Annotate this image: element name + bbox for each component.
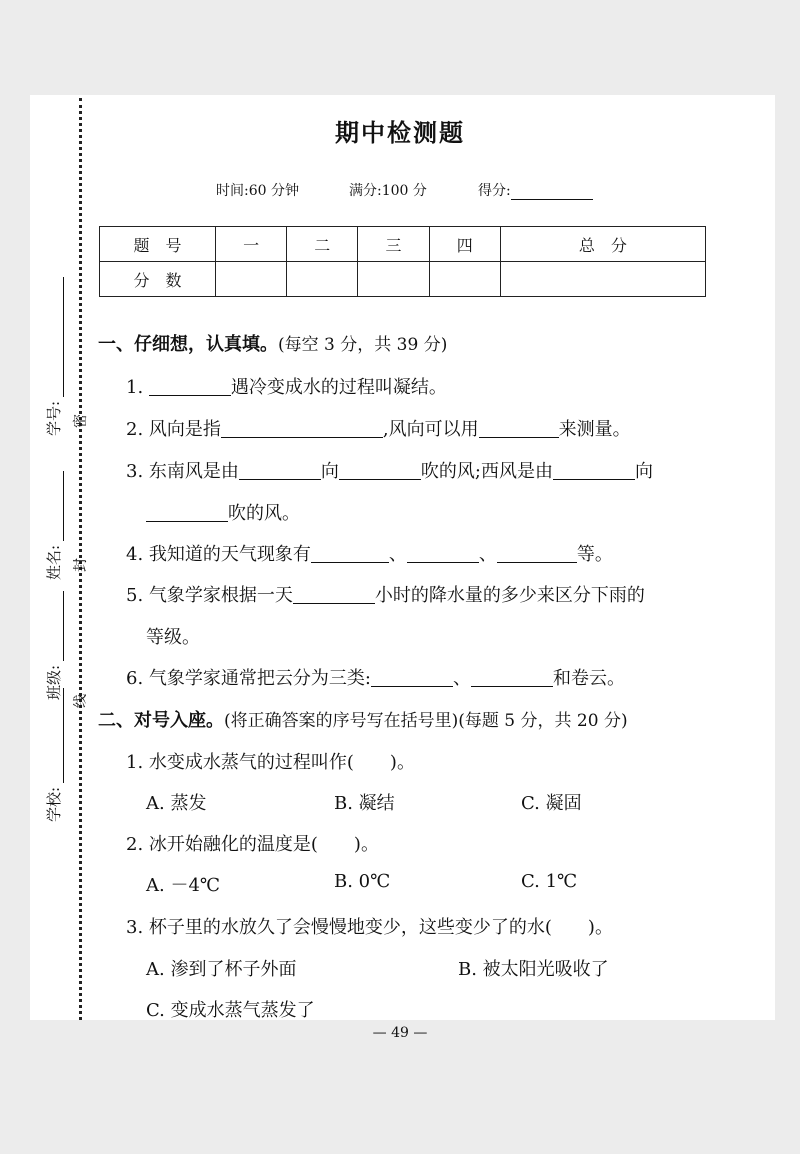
- name-field: 姓名:: [43, 471, 64, 580]
- score-cell: [358, 262, 429, 297]
- seal-feng: 封: [73, 558, 89, 572]
- full-score: 满分:100 分: [349, 183, 427, 199]
- row-label-cell: 分 数: [100, 262, 216, 297]
- score-field: 得分:: [478, 180, 593, 200]
- header-cell: 题 号: [100, 227, 216, 262]
- page-title: 期中检测题: [335, 119, 465, 147]
- student-number-field: 学号:: [43, 277, 64, 436]
- mc-3-option-b: B. 被太阳光吸收了: [458, 959, 609, 980]
- class-field: 班级:: [43, 591, 64, 700]
- school-field: 学校:: [43, 688, 64, 822]
- question-3: 3. 东南风是由 向 吹的风;西风是由 向: [126, 461, 653, 482]
- score-table-score-row: [100, 262, 706, 297]
- mc-1-option-b: B. 凝结: [334, 793, 395, 814]
- mc-1-option-c: C. 凝固: [521, 793, 582, 814]
- mc-2-option-c: C. 1℃: [521, 871, 578, 892]
- mc-question-2: 2. 冰开始融化的温度是( )。: [126, 834, 379, 855]
- page-number: — 49 —: [372, 1025, 428, 1041]
- mc-3-option-c: C. 变成水蒸气蒸发了: [146, 1000, 315, 1021]
- score-cell: [287, 262, 358, 297]
- header-cell: 二: [287, 227, 358, 262]
- score-cell: [429, 262, 500, 297]
- score-cell: [500, 262, 705, 297]
- question-1: 1. 遇冷变成水的过程叫凝结。: [126, 377, 447, 398]
- question-6: 6. 气象学家通常把云分为三类: 、 和卷云。: [126, 668, 625, 689]
- question-2: 2. 风向是指 ,风向可以用 来测量。: [126, 419, 631, 440]
- header-cell: 总 分: [500, 227, 705, 262]
- score-cell: [216, 262, 287, 297]
- mc-3-option-a: A. 渗到了杯子外面: [146, 959, 297, 980]
- score-table-header-row: [100, 227, 706, 262]
- header-cell: 三: [358, 227, 429, 262]
- mc-question-3: 3. 杯子里的水放久了会慢慢地变少，这些变少了的水( )。: [126, 917, 613, 938]
- question-5-cont: 等级。: [146, 627, 200, 648]
- section-1-heading: 一、仔细想，认真填。(每空 3 分，共 39 分): [98, 334, 448, 355]
- question-5: 5. 气象学家根据一天 小时的降水量的多少来区分下雨的: [126, 585, 645, 606]
- time-limit: 时间:60 分钟: [216, 183, 299, 199]
- section-2-heading: 二、对号入座。(将正确答案的序号写在括号里)(每题 5 分，共 20 分): [98, 710, 628, 731]
- question-3-cont: 吹的风。: [146, 499, 300, 525]
- mc-question-1: 1. 水变成水蒸气的过程叫作( )。: [126, 752, 415, 773]
- score-table: [99, 226, 706, 297]
- header-cell: 四: [429, 227, 500, 262]
- mc-1-option-a: A. 蒸发: [146, 793, 207, 814]
- header-cell: 一: [216, 227, 287, 262]
- mc-2-option-b: B. 0℃: [334, 871, 391, 892]
- question-4: 4. 我知道的天气现象有 、 、 等。: [126, 544, 613, 565]
- seal-mi: 密: [73, 414, 89, 428]
- seal-xian: 线: [73, 694, 89, 708]
- mc-2-option-a: A. －4℃: [146, 875, 221, 896]
